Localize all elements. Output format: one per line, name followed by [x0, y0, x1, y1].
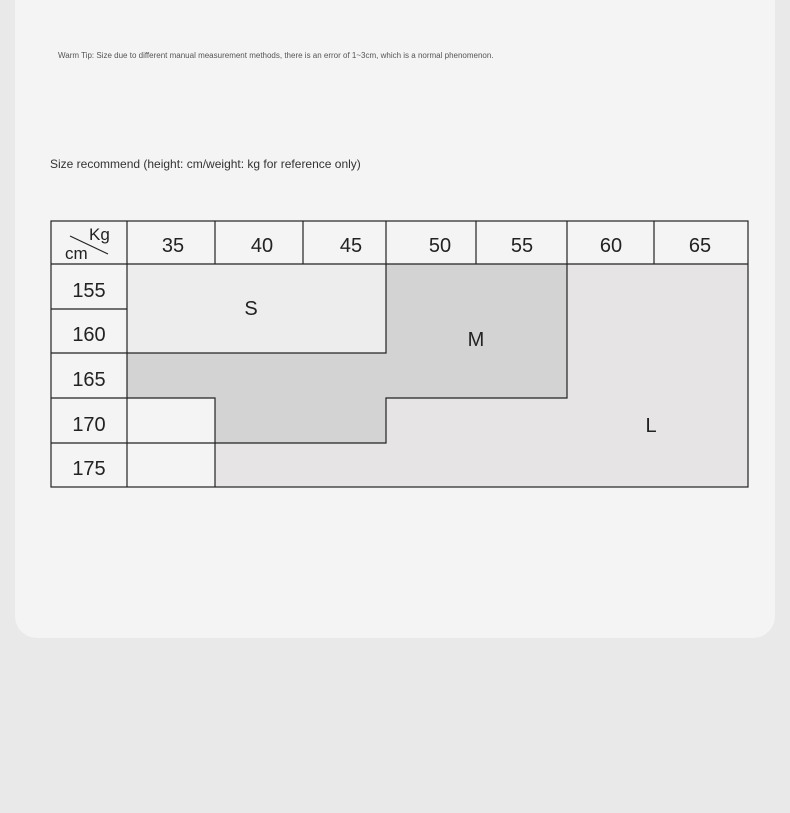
corner-cm-label: cm	[65, 244, 88, 263]
height-label: 175	[72, 458, 106, 480]
size-s-label: S	[244, 298, 258, 320]
weight-header: 35	[161, 235, 185, 257]
size-m-label: M	[467, 329, 485, 351]
height-label: 165	[72, 369, 106, 391]
warm-tip-text: Warm Tip: Size due to different manual measurement methods, there is an error of 1~3cm, which is a normal phenomenon.	[58, 51, 494, 60]
weight-header: 65	[688, 235, 712, 257]
size-l-label: L	[645, 415, 657, 437]
weight-header: 45	[339, 235, 363, 257]
weight-header: 50	[428, 235, 452, 257]
height-label: 170	[72, 414, 106, 436]
height-label: 160	[72, 324, 106, 346]
size-recommend-heading: Size recommend (height: cm/weight: kg for reference only)	[50, 157, 361, 171]
weight-header: 60	[599, 235, 623, 257]
weight-header: 40	[250, 235, 274, 257]
height-label: 155	[72, 280, 106, 302]
weight-header: 55	[510, 235, 534, 257]
corner-kg-label: Kg	[89, 225, 110, 244]
